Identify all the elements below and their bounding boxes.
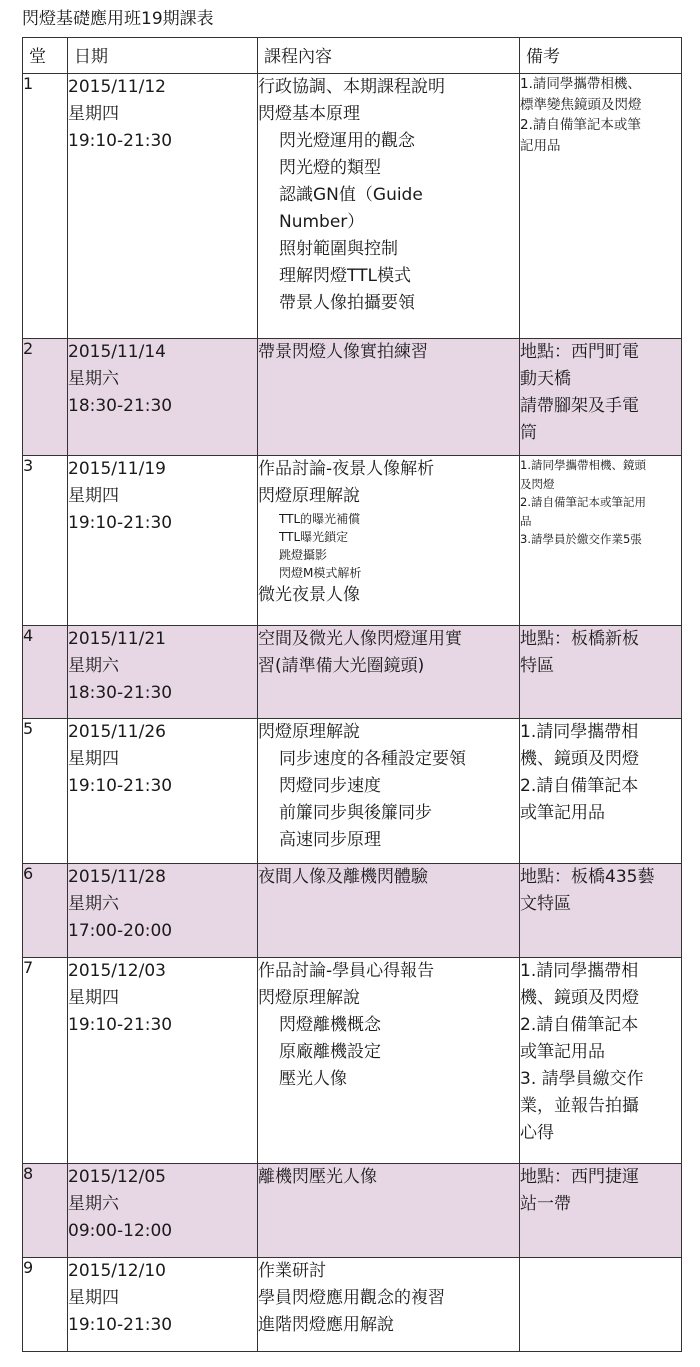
note-line: 業，並報告拍攝	[520, 1096, 639, 1116]
notes-cell	[520, 456, 682, 626]
session-date-cell	[68, 719, 258, 864]
course-content-line: 進階閃燈應用解說	[258, 1315, 394, 1335]
course-content-line: 前簾同步與後簾同步	[279, 803, 432, 823]
note-line: 或筆記用品	[520, 1042, 605, 1062]
session-number: 3	[23, 456, 68, 626]
note-line: 機、鏡頭及閃燈	[520, 988, 639, 1008]
notes-cell	[520, 339, 682, 456]
note-line: 地點：西門捷運	[520, 1167, 639, 1187]
note-line: 機、鏡頭及閃燈	[520, 749, 639, 769]
session-number: 6	[23, 864, 68, 958]
note-line: 標準變焦鏡頭及閃燈	[520, 96, 642, 113]
notes-cell	[520, 74, 682, 339]
session-date-cell	[68, 1164, 258, 1258]
course-content-line: 習(請準備大光圈鏡頭)	[258, 656, 425, 676]
session-weekday: 星期四	[68, 1288, 119, 1308]
note-line: 品	[520, 513, 532, 528]
header-content: 課程內容	[258, 38, 520, 74]
notes-cell	[520, 958, 682, 1164]
note-line: 特區	[520, 656, 554, 676]
session-date: 2015/11/21	[68, 629, 166, 649]
session-date-cell	[68, 74, 258, 339]
session-time: 19:10-21:30	[68, 1315, 173, 1335]
session-time: 19:10-21:30	[68, 513, 173, 533]
note-line: 地點：板橋新板	[520, 629, 639, 649]
table-row	[23, 719, 682, 864]
session-number: 9	[23, 1258, 68, 1352]
notes-cell	[520, 864, 682, 958]
course-content-line: 行政協調、本期課程說明	[258, 77, 445, 97]
note-line: 3.請學員於繳交作業5張	[520, 532, 642, 546]
session-number: 8	[23, 1164, 68, 1258]
note-line: 筒	[520, 423, 537, 443]
session-date: 2015/11/19	[68, 459, 166, 479]
note-line: 記用品	[520, 137, 561, 154]
session-date: 2015/12/05	[68, 1167, 166, 1187]
session-date: 2015/11/26	[68, 722, 166, 742]
course-content-line: 閃光燈的類型	[279, 158, 381, 178]
session-date-cell	[68, 1258, 258, 1352]
course-content-line: 閃燈離機概念	[279, 1015, 381, 1035]
course-schedule-table	[22, 37, 682, 1352]
course-content-line: 閃燈同步速度	[279, 776, 381, 796]
course-content-cell	[258, 719, 520, 864]
course-content-line: 離機閃壓光人像	[258, 1167, 377, 1187]
table-row	[23, 1164, 682, 1258]
note-line: 2.請自備筆記本或筆記用	[520, 495, 646, 509]
course-content-cell	[258, 456, 520, 626]
table-row	[23, 958, 682, 1164]
course-content-line: 夜間人像及離機閃體驗	[258, 867, 428, 887]
note-line: 3. 請學員繳交作	[520, 1069, 644, 1089]
note-line: 2.請自備筆記本	[520, 1015, 639, 1035]
notes-cell	[520, 719, 682, 864]
course-content-line: 高速同步原理	[279, 830, 381, 850]
course-content-line: 閃燈原理解說	[258, 988, 360, 1008]
course-content-line: 閃燈基本原理	[258, 104, 360, 124]
header-session: 堂	[23, 38, 68, 74]
table-row	[23, 626, 682, 719]
session-date: 2015/11/14	[68, 342, 166, 362]
session-time: 09:00-12:00	[68, 1221, 173, 1241]
session-number: 2	[23, 339, 68, 456]
session-number: 5	[23, 719, 68, 864]
course-content-cell	[258, 339, 520, 456]
course-content-cell	[258, 1258, 520, 1352]
notes-cell	[520, 1258, 682, 1352]
course-content-line: 作品討論-夜景人像解析	[258, 459, 435, 479]
session-date-cell	[68, 864, 258, 958]
course-content-line: 微光夜景人像	[258, 585, 360, 605]
session-weekday: 星期四	[68, 988, 119, 1008]
note-line: 1.請同學攜帶相	[520, 961, 639, 981]
session-weekday: 星期四	[68, 104, 119, 124]
session-time: 17:00-20:00	[68, 921, 173, 941]
table-header-row	[23, 38, 682, 74]
course-content-line: 跳燈攝影	[279, 548, 328, 562]
course-content-line: 閃燈M模式解析	[279, 566, 362, 580]
table-row	[23, 339, 682, 456]
course-content-cell	[258, 626, 520, 719]
note-line: 1.請同學攜帶相	[520, 722, 639, 742]
header-notes: 備考	[520, 38, 682, 74]
session-date-cell	[68, 958, 258, 1164]
course-content-line: 認識GN值（Guide	[279, 185, 423, 205]
session-date: 2015/11/12	[68, 77, 166, 97]
course-content-line: 理解閃燈TTL模式	[279, 266, 411, 286]
course-content-cell	[258, 74, 520, 339]
session-weekday: 星期六	[68, 369, 119, 389]
session-number: 7	[23, 958, 68, 1164]
course-content-line: 照射範圍與控制	[279, 239, 398, 259]
note-line: 1.請同學攜帶相機、	[520, 76, 641, 92]
notes-cell	[520, 626, 682, 719]
table-row	[23, 74, 682, 339]
note-line: 2.請自備筆記本或筆	[520, 117, 641, 133]
note-line: 動天橋	[520, 369, 571, 389]
session-date: 2015/12/10	[68, 1261, 166, 1281]
course-content-line: 帶景閃燈人像實拍練習	[258, 342, 428, 362]
course-content-line: 原廠離機設定	[279, 1042, 381, 1062]
session-number: 4	[23, 626, 68, 719]
session-date: 2015/12/03	[68, 961, 166, 981]
session-weekday: 星期四	[68, 486, 119, 506]
note-line: 心得	[520, 1123, 554, 1143]
note-line: 1.請同學攜帶相機、鏡頭	[520, 458, 646, 472]
table-row	[23, 456, 682, 626]
note-line: 站一帶	[520, 1194, 571, 1214]
session-weekday: 星期六	[68, 1194, 119, 1214]
course-content-line: 閃燈原理解說	[258, 722, 360, 742]
session-weekday: 星期四	[68, 749, 119, 769]
session-date-cell	[68, 456, 258, 626]
session-date-cell	[68, 626, 258, 719]
notes-cell	[520, 1164, 682, 1258]
course-content-line: 學員閃燈應用觀念的複習	[258, 1288, 445, 1308]
note-line: 地點：板橋435藝	[520, 867, 655, 887]
course-content-line: TTL的曝光補償	[279, 512, 361, 526]
note-line: 文特區	[520, 894, 571, 914]
course-content-line: 同步速度的各種設定要領	[279, 749, 466, 769]
note-line: 地點：西門町電	[520, 342, 639, 362]
note-line: 2.請自備筆記本	[520, 776, 639, 796]
course-content-line: Number）	[279, 212, 365, 232]
note-line: 及閃燈	[520, 476, 555, 491]
course-content-line: 作品討論-學員心得報告	[258, 961, 435, 981]
header-date: 日期	[68, 38, 258, 74]
session-date-cell	[68, 339, 258, 456]
course-content-cell	[258, 1164, 520, 1258]
course-content-line: 壓光人像	[279, 1069, 347, 1089]
course-content-line: 帶景人像拍攝要領	[279, 293, 415, 313]
document-title: 閃燈基礎應用班19期課表	[22, 9, 214, 29]
course-content-line: 空間及微光人像閃燈運用實	[258, 629, 462, 649]
course-content-line: 作業研討	[258, 1261, 326, 1281]
note-line: 或筆記用品	[520, 803, 605, 823]
course-content-cell	[258, 958, 520, 1164]
course-content-line: 閃光燈運用的觀念	[279, 131, 415, 151]
table-row	[23, 864, 682, 958]
session-weekday: 星期六	[68, 894, 119, 914]
session-time: 18:30-21:30	[68, 396, 173, 416]
course-content-line: 閃燈原理解說	[258, 486, 360, 506]
session-weekday: 星期六	[68, 656, 119, 676]
table-row	[23, 1258, 682, 1352]
course-content-line: TTL曝光鎖定	[279, 530, 349, 544]
session-time: 18:30-21:30	[68, 683, 173, 703]
session-number: 1	[23, 74, 68, 339]
session-time: 19:10-21:30	[68, 1015, 173, 1035]
session-time: 19:10-21:30	[68, 131, 173, 151]
session-date: 2015/11/28	[68, 867, 166, 887]
note-line: 請帶腳架及手電	[520, 396, 639, 416]
session-time: 19:10-21:30	[68, 776, 173, 796]
course-content-cell	[258, 864, 520, 958]
